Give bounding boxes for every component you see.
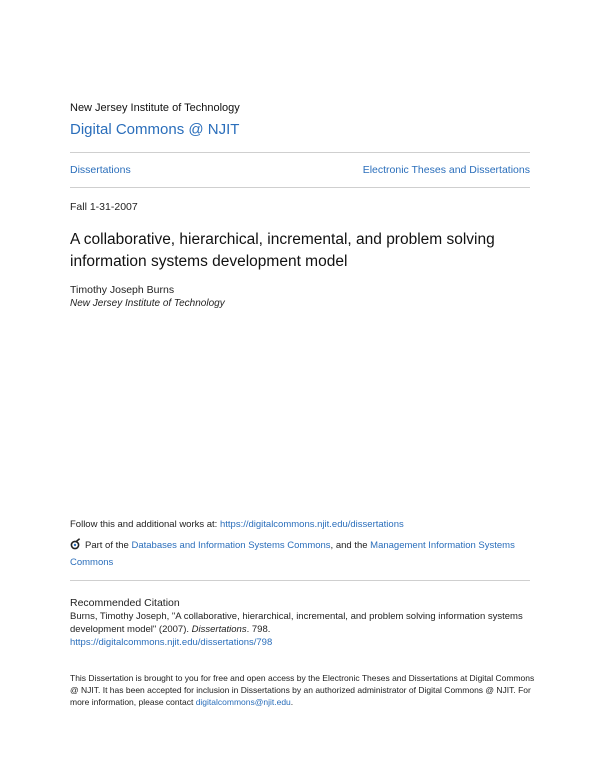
footer-text: This Dissertation is brought to you for free and open access by the Electronic Theses and Dissertations at Digital Commons @ NJIT. It has been accepted for inclusion in Dissertations by an authorized administrator of Digital Commons @ NJIT. For more information, please contact (70, 673, 535, 707)
databases-commons-link[interactable]: Databases and Information Systems Commons (131, 540, 331, 551)
divider-top (70, 152, 530, 153)
divider-nav (70, 187, 530, 188)
publication-date: Fall 1-31-2007 (70, 201, 138, 213)
citation-text: Burns, Timothy Joseph, "A collaborative, hierarchical, incremental, and problem solving information systems development model" (2007). (70, 611, 523, 635)
citation-number: . 798. (246, 624, 271, 635)
footer-notice (70, 672, 540, 708)
author-affiliation: New Jersey Institute of Technology (70, 298, 225, 309)
part-of-line (70, 537, 530, 571)
citation-url-link[interactable]: https://digitalcommons.njit.edu/dissertations/798 (70, 637, 273, 648)
nav-dissertations-link[interactable]: Dissertations (70, 164, 131, 176)
mis-commons-link[interactable]: Management Information Systems Commons (70, 540, 515, 568)
contact-email-link[interactable]: digitalcommons@njit.edu (195, 697, 291, 707)
institution-name: New Jersey Institute of Technology (70, 102, 240, 114)
footer-end: . (290, 697, 294, 707)
citation-heading: Recommended Citation (70, 597, 180, 609)
citation-body (70, 610, 530, 649)
follow-text: Follow this and additional works at: (70, 519, 220, 530)
document-title: A collaborative, hierarchical, incremental, and problem solving information systems development model (70, 231, 495, 270)
divider-citation (70, 580, 530, 581)
repository-link[interactable]: Digital Commons @ NJIT (70, 121, 240, 138)
open-access-icon (70, 538, 82, 550)
nav-etd-link[interactable]: Electronic Theses and Dissertations (362, 164, 530, 176)
author-name: Timothy Joseph Burns (70, 284, 175, 296)
part-of-middle: , and the (330, 540, 371, 551)
part-of-prefix: Part of the (85, 540, 132, 551)
citation-series: Dissertations (191, 624, 247, 635)
follow-url-link[interactable]: https://digitalcommons.njit.edu/dissertations (219, 519, 404, 530)
follow-line (70, 519, 404, 530)
